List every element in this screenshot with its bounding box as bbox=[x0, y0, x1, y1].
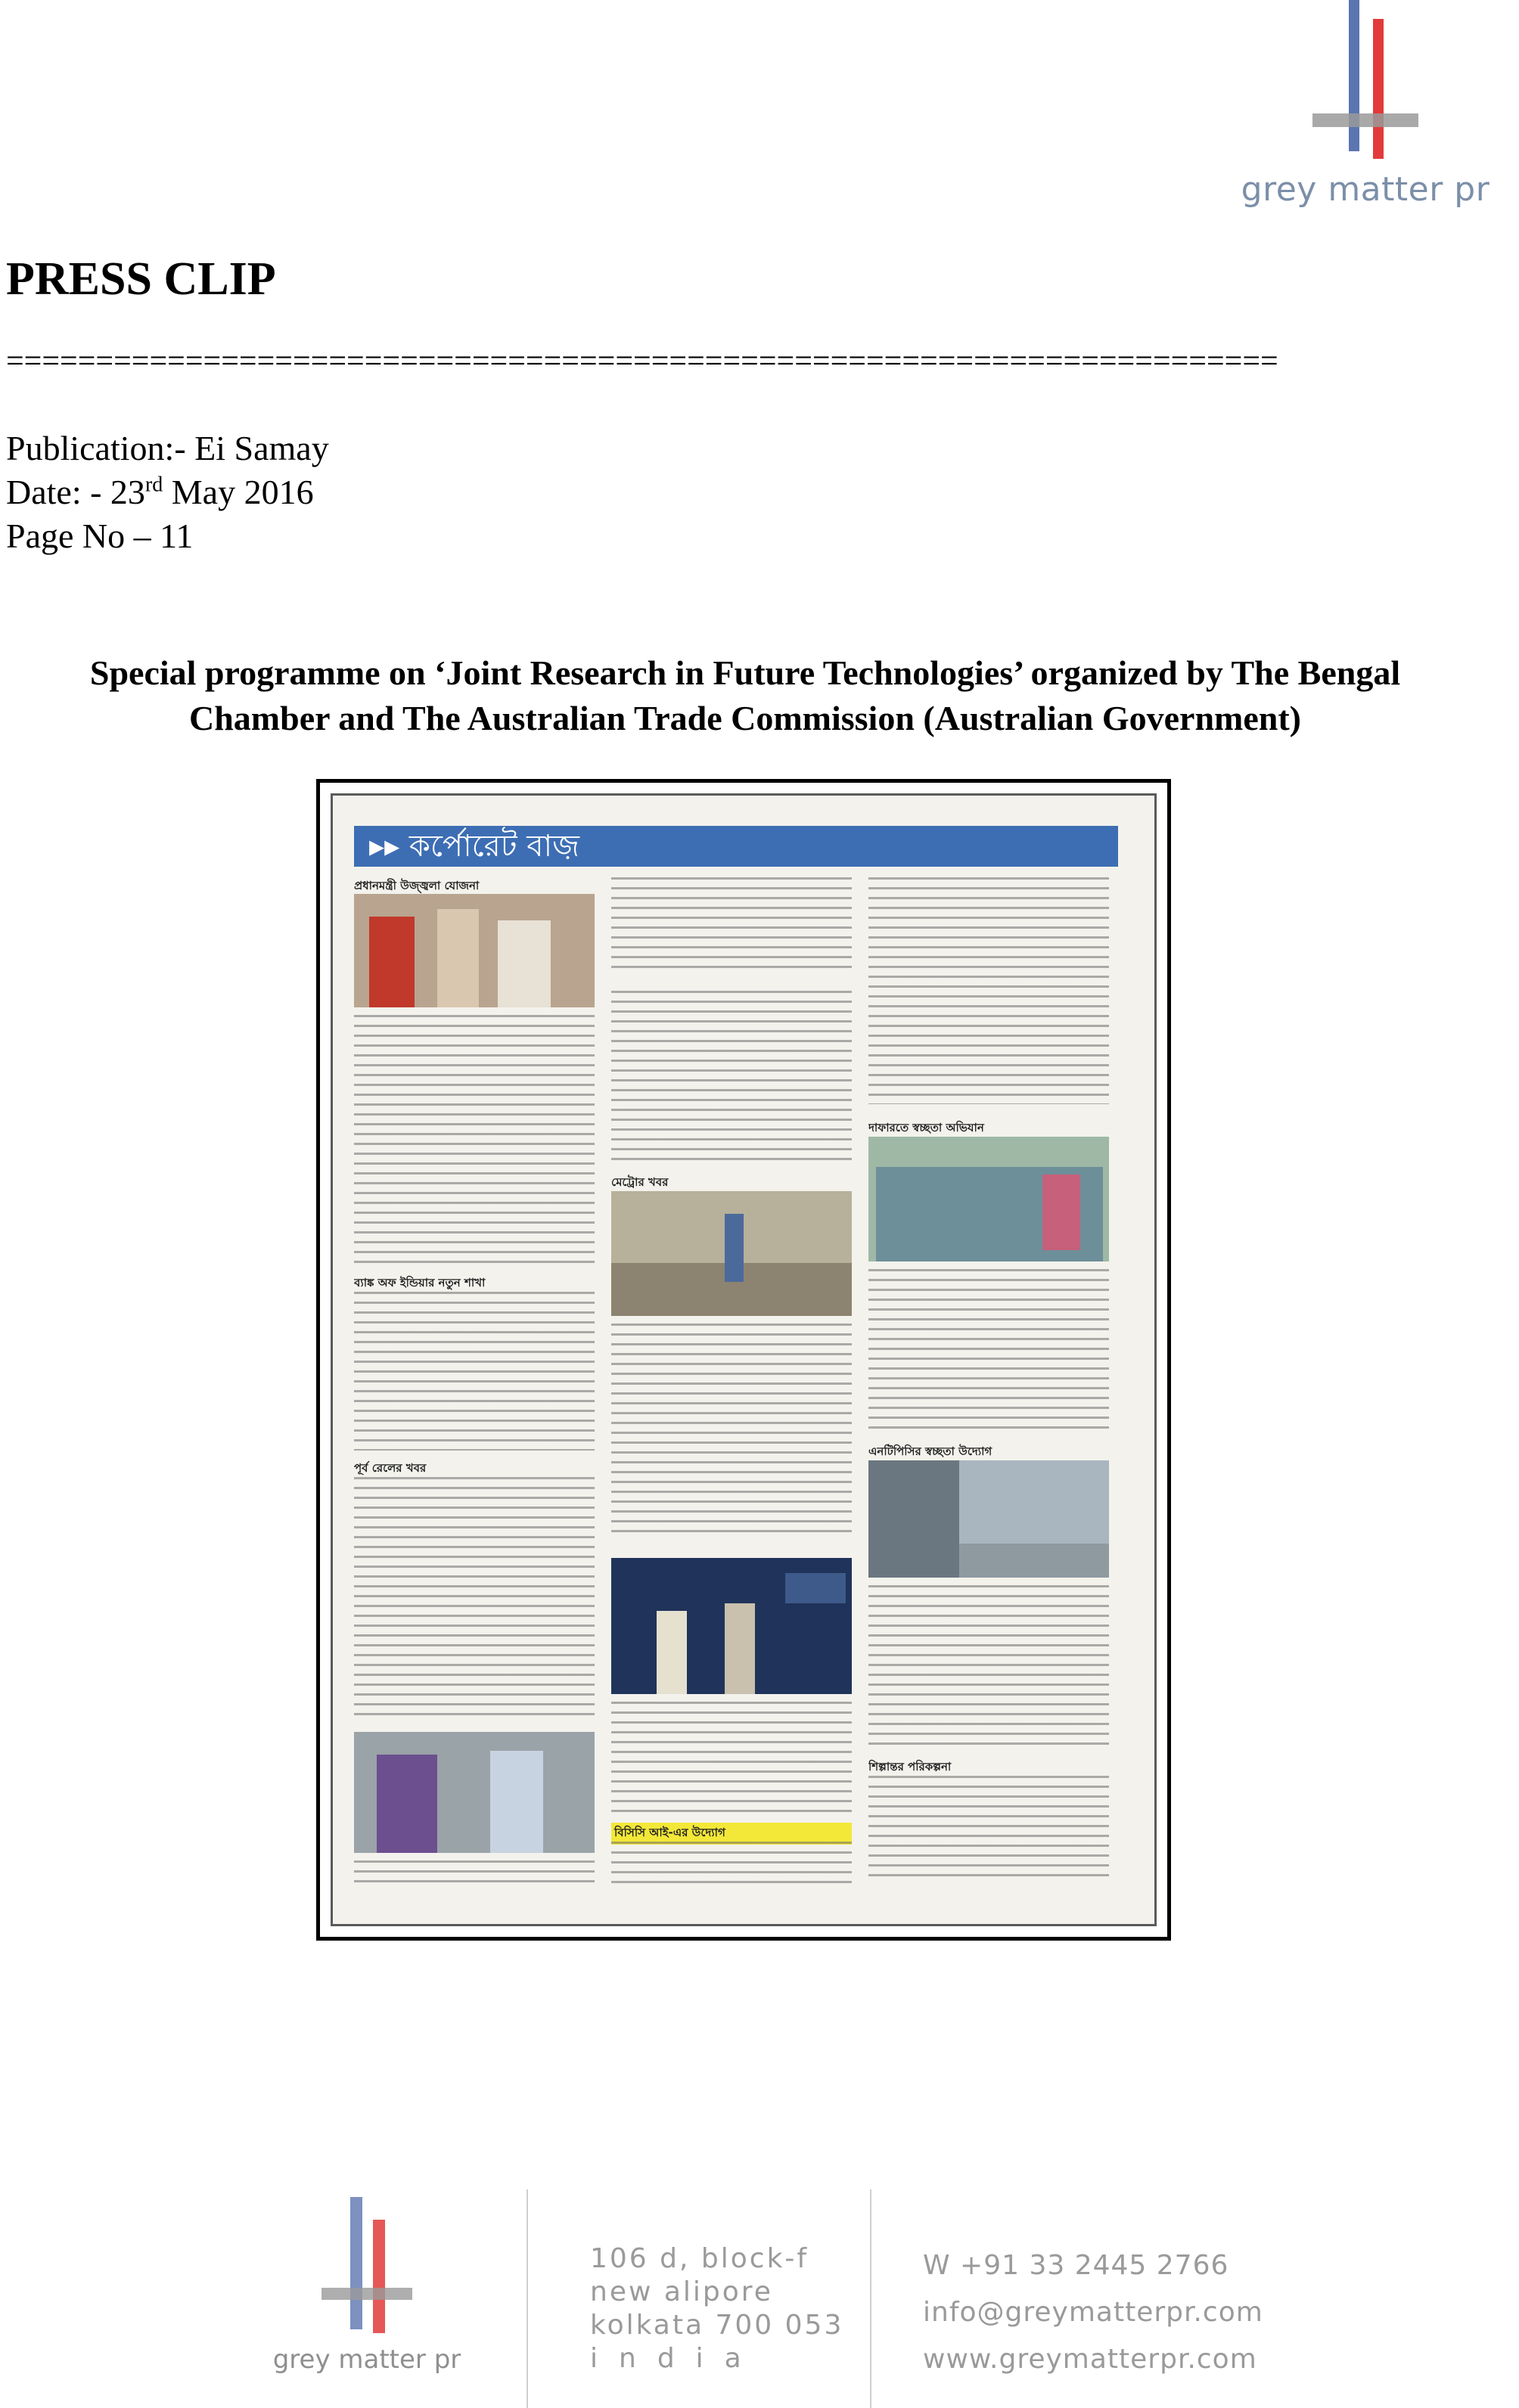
section-banner: ▸▸ কর্পোরেট বাজ় bbox=[354, 826, 1118, 867]
footer-divider bbox=[870, 2189, 871, 2408]
separator-rule: ======================================================================= bbox=[6, 344, 1278, 379]
brand-name: grey matter pr bbox=[1241, 170, 1490, 209]
footer-address bbox=[590, 2242, 843, 2375]
date-suffix: May 2016 bbox=[163, 473, 314, 511]
article-text bbox=[611, 1842, 852, 1883]
clip-headline-line-1: Special programme on ‘Joint Research in Future Technologies’ organized by The Bengal bbox=[89, 653, 1401, 692]
article-text bbox=[611, 1323, 852, 1535]
publication-line: Publication:- Ei Samay bbox=[6, 429, 329, 467]
news-photo bbox=[354, 1732, 595, 1853]
article-text bbox=[354, 1015, 595, 1265]
newspaper-page bbox=[331, 793, 1157, 1926]
page-title: PRESS CLIP bbox=[6, 253, 276, 305]
footer-email[interactable]: info@greymatterpr.com bbox=[923, 2297, 1263, 2328]
article-text bbox=[611, 1702, 852, 1815]
news-photo bbox=[611, 1558, 852, 1694]
footer-phone: W +91 33 2445 2766 bbox=[923, 2250, 1229, 2281]
address-line-2: new alipore bbox=[590, 2276, 773, 2307]
story-heading: ব্যাঙ্ক অফ ইন্ডিয়ার নতুন শাখা bbox=[354, 1276, 486, 1289]
article-text bbox=[611, 877, 852, 976]
footer-brand-mark-icon bbox=[322, 2197, 412, 2337]
footer-brand-name: grey matter pr bbox=[272, 2344, 461, 2375]
story-heading: এনটিপিসির স্বচ্ছতা উদ্যোগ bbox=[868, 1444, 992, 1458]
article-text bbox=[868, 1585, 1109, 1752]
address-line-3: kolkata 700 053 bbox=[590, 2310, 844, 2341]
article-text bbox=[868, 877, 1109, 1104]
article-text bbox=[354, 1477, 595, 1719]
article-text bbox=[354, 1860, 595, 1883]
news-photo bbox=[611, 1191, 852, 1316]
clipping-column-1 bbox=[354, 877, 595, 1883]
story-heading-highlighted: বিসিসি আই-এর উদ্যোগ bbox=[611, 1823, 852, 1845]
story-heading: দাফারতে স্বচ্ছতা অভিযান bbox=[868, 1121, 984, 1134]
story-heading: মেট্রোর খবর bbox=[611, 1175, 669, 1189]
article-text bbox=[611, 991, 852, 1165]
footer-brand-logo bbox=[257, 2197, 477, 2379]
story-heading: শিল্পান্তর পরিকল্পনা bbox=[868, 1760, 952, 1773]
footer-website[interactable]: www.greymatterpr.com bbox=[923, 2344, 1257, 2375]
date-prefix: Date: - 23 bbox=[6, 473, 145, 511]
brand-logo bbox=[1241, 0, 1490, 219]
footer-divider bbox=[527, 2189, 528, 2408]
address-line-4: india bbox=[590, 2343, 763, 2374]
news-photo bbox=[354, 894, 595, 1007]
date-line bbox=[6, 472, 314, 512]
clip-headline-line-2: Chamber and The Australian Trade Commission (Australian Government) bbox=[189, 699, 1301, 737]
story-heading: প্রধানমন্ত্রী উজ্জ্বলা যোজনা bbox=[354, 879, 480, 892]
clip-headline bbox=[15, 650, 1475, 741]
footer-contact bbox=[923, 2242, 1263, 2383]
newspaper-clipping bbox=[316, 779, 1171, 1941]
article-text bbox=[354, 1292, 595, 1451]
clipping-column-3 bbox=[868, 877, 1109, 1883]
page-number-line: Page No – 11 bbox=[6, 517, 194, 555]
article-text bbox=[868, 1776, 1109, 1882]
brand-mark-icon bbox=[1312, 0, 1418, 163]
article-text bbox=[868, 1269, 1109, 1435]
news-photo bbox=[868, 1137, 1109, 1261]
news-photo bbox=[868, 1460, 1109, 1578]
clipping-column-2 bbox=[611, 877, 852, 1883]
address-line-1: 106 d, block-f bbox=[590, 2243, 809, 2274]
date-ordinal: rd bbox=[144, 473, 163, 497]
story-heading: পূর্ব রেলের খবর bbox=[354, 1461, 427, 1475]
